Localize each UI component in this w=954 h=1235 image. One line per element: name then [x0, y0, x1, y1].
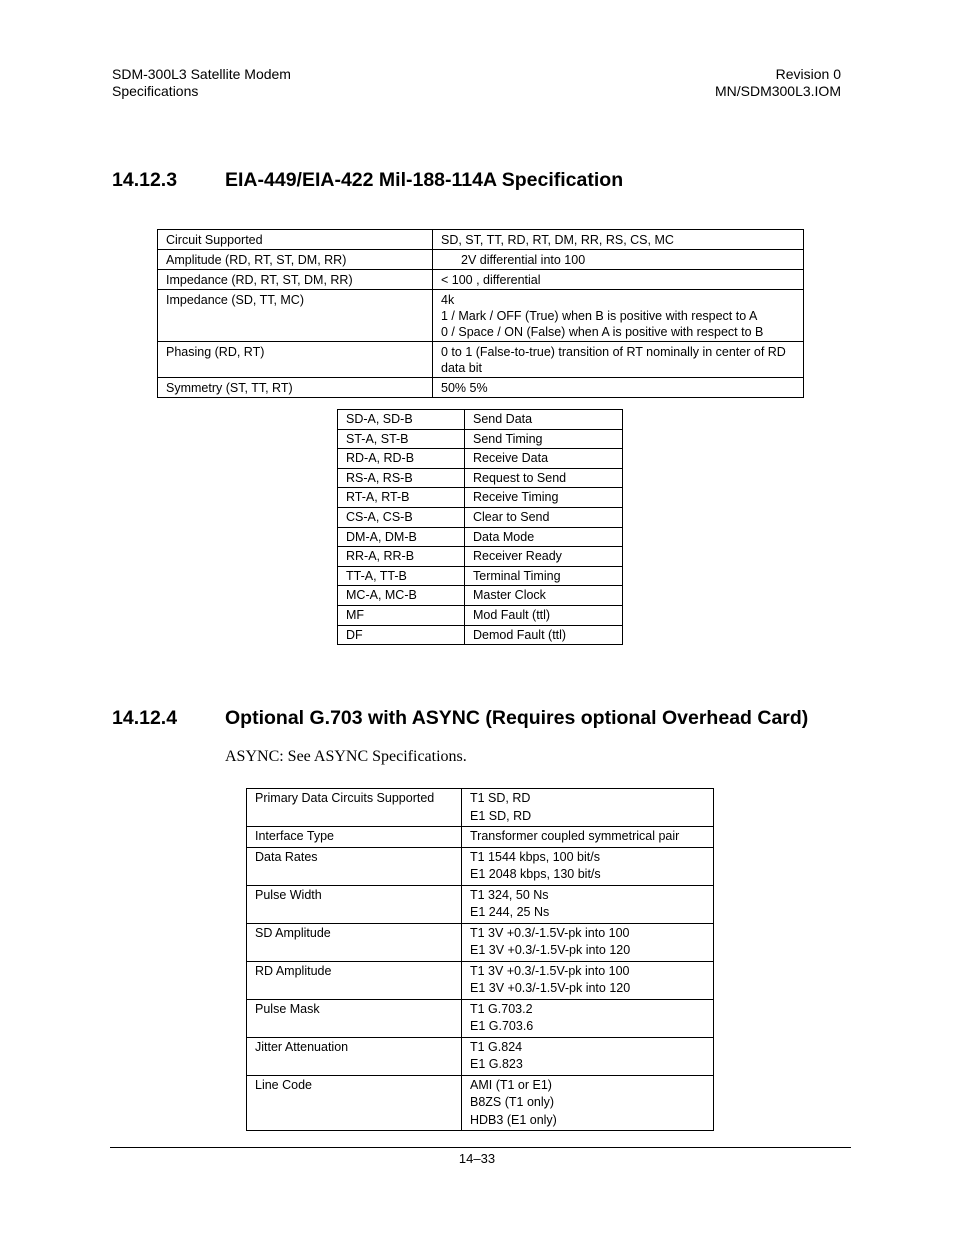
- spec-value-line: T1 G.703.2: [470, 1001, 533, 1016]
- spec-value: [433, 230, 804, 250]
- spec-value-line: 0 / Space / ON (False) when A is positive with respect to B: [441, 325, 764, 339]
- spec-label: Symmetry (ST, TT, RT): [158, 378, 433, 398]
- spec-value-line: E1 3V +0.3/-1.5V-pk into 120: [470, 943, 631, 957]
- spec-value-line: E1 2048 kbps, 130 bit/s: [470, 867, 601, 881]
- spec-value-line: E1 G.823: [470, 1057, 523, 1071]
- signal-name: Receive Timing: [465, 488, 623, 508]
- signal-pin: ST-A, ST-B: [338, 429, 465, 449]
- spec-label: Jitter Attenuation: [247, 1037, 462, 1075]
- spec-value: [462, 999, 714, 1037]
- document-section: Specifications: [112, 83, 199, 99]
- signal-name: Demod Fault (ttl): [465, 625, 623, 645]
- spec-value-line: 0 to 1 (False-to-true) transition of RT nominally in center of RD data bit: [441, 345, 786, 375]
- signal-row: [338, 625, 623, 645]
- spec-label: RD Amplitude: [247, 961, 462, 999]
- spec-value-line: HDB3 (E1 only): [470, 1112, 557, 1127]
- revision-label: Revision 0: [775, 66, 841, 82]
- g703-row: [247, 789, 714, 827]
- spec-value: [433, 270, 804, 290]
- spec-label: Circuit Supported: [158, 230, 433, 250]
- spec-row: [158, 270, 804, 290]
- g703-row: [247, 885, 714, 923]
- signal-name: Request to Send: [465, 468, 623, 488]
- signal-row: [338, 468, 623, 488]
- spec-value-line: T1 3V +0.3/-1.5V-pk into 100: [470, 963, 630, 978]
- spec-value: [462, 827, 714, 848]
- g703-row: [247, 1075, 714, 1131]
- section-number: 14.12.4: [112, 707, 178, 729]
- g703-row: [247, 827, 714, 848]
- section-title: Optional G.703 with ASYNC (Requires optional Overhead Card): [225, 707, 809, 729]
- spec-value-line: 4k: [441, 293, 455, 307]
- signal-name: Clear to Send: [465, 507, 623, 527]
- spec-value: [462, 1075, 714, 1131]
- spec-label: Line Code: [247, 1075, 462, 1131]
- spec-label: Impedance (RD, RT, ST, DM, RR): [158, 270, 433, 290]
- spec-value-line: T1 324, 50 Ns: [470, 887, 549, 902]
- page-header-left: [112, 66, 291, 100]
- signal-pin: TT-A, TT-B: [338, 566, 465, 586]
- signal-pin: RD-A, RD-B: [338, 449, 465, 469]
- spec-value: [462, 789, 714, 827]
- signal-row: [338, 507, 623, 527]
- spec-label: Pulse Width: [247, 885, 462, 923]
- spec-value: [462, 923, 714, 961]
- spec-value-line: E1 SD, RD: [470, 808, 532, 823]
- spec-value-line: T1 3V +0.3/-1.5V-pk into 100: [470, 925, 630, 940]
- signal-name: Send Timing: [465, 429, 623, 449]
- spec-value: [462, 961, 714, 999]
- spec-value-line: AMI (T1 or E1): [470, 1077, 552, 1092]
- spec-value-line: 2V differential into 100: [461, 253, 586, 267]
- spec-value-line: T1 SD, RD: [470, 791, 531, 805]
- g703-row: [247, 961, 714, 999]
- g703-spec-table: [246, 788, 714, 1131]
- signal-row: [338, 586, 623, 606]
- spec-value: [462, 847, 714, 885]
- signal-row: [338, 527, 623, 547]
- section-heading-14-12-4: [112, 707, 808, 730]
- signal-pin: CS-A, CS-B: [338, 507, 465, 527]
- spec-row: [158, 250, 804, 270]
- signal-pin: DF: [338, 625, 465, 645]
- spec-value-line: T1 1544 kbps, 100 bit/s: [470, 849, 600, 864]
- spec-value-line: E1 244, 25 Ns: [470, 905, 550, 919]
- eia449-spec-table: [157, 229, 804, 398]
- signal-name: Receiver Ready: [465, 547, 623, 567]
- signal-pin: RR-A, RR-B: [338, 547, 465, 567]
- signal-row: [338, 547, 623, 567]
- signal-row: [338, 429, 623, 449]
- g703-row: [247, 1037, 714, 1075]
- spec-label: Primary Data Circuits Supported: [247, 789, 462, 827]
- spec-label: Data Rates: [247, 847, 462, 885]
- spec-label: Impedance (SD, TT, MC): [158, 290, 433, 342]
- spec-value-line: E1 G.703.6: [470, 1019, 534, 1033]
- section-number: 14.12.3: [112, 169, 178, 191]
- footer-divider: [110, 1147, 851, 1148]
- signal-row: [338, 605, 623, 625]
- g703-row: [247, 999, 714, 1037]
- spec-label: Pulse Mask: [247, 999, 462, 1037]
- signal-row: [338, 566, 623, 586]
- signal-pin: MC-A, MC-B: [338, 586, 465, 606]
- signal-name: Mod Fault (ttl): [465, 605, 623, 625]
- signal-pin: RT-A, RT-B: [338, 488, 465, 508]
- signal-name: Data Mode: [465, 527, 623, 547]
- async-note: ASYNC: See ASYNC Specifications.: [225, 748, 467, 765]
- spec-value: [462, 885, 714, 923]
- spec-label: Interface Type: [247, 827, 462, 848]
- document-id: MN/SDM300L3.IOM: [714, 83, 841, 99]
- spec-value-line: < 100 , differential: [441, 273, 541, 287]
- signal-name: Master Clock: [465, 586, 623, 606]
- spec-row: [158, 290, 804, 342]
- spec-value-line: 50% 5%: [441, 381, 488, 395]
- page-header-right: [715, 66, 841, 100]
- signal-row: [338, 488, 623, 508]
- spec-value: [433, 342, 804, 378]
- spec-value-line: Transformer coupled symmetrical pair: [470, 829, 680, 843]
- spec-row: [158, 342, 804, 378]
- section-heading-14-12-3: [112, 169, 623, 192]
- spec-row: [158, 230, 804, 250]
- signal-row: [338, 410, 623, 430]
- signal-pin: SD-A, SD-B: [338, 410, 465, 430]
- signal-name: Receive Data: [465, 449, 623, 469]
- signal-name: Terminal Timing: [465, 566, 623, 586]
- spec-value: [433, 250, 804, 270]
- spec-value-line: T1 G.824: [470, 1039, 523, 1054]
- spec-value-line: 1 / Mark / OFF (True) when B is positive with respect to A: [441, 309, 758, 323]
- spec-label: Amplitude (RD, RT, ST, DM, RR): [158, 250, 433, 270]
- spec-value: [433, 290, 804, 342]
- section-title: EIA-449/EIA-422 Mil-188-114A Specification: [225, 169, 624, 191]
- document-title: SDM-300L3 Satellite Modem: [112, 66, 291, 82]
- signal-pin: DM-A, DM-B: [338, 527, 465, 547]
- signal-pin-table: [337, 409, 623, 645]
- spec-value: [433, 378, 804, 398]
- signal-row: [338, 449, 623, 469]
- page-number: 14–33: [458, 1151, 496, 1166]
- signal-name: Send Data: [465, 410, 623, 430]
- spec-value-line: SD, ST, TT, RD, RT, DM, RR, RS, CS, MC: [441, 233, 674, 247]
- g703-row: [247, 923, 714, 961]
- spec-row: [158, 378, 804, 398]
- spec-value: [462, 1037, 714, 1075]
- spec-label: Phasing (RD, RT): [158, 342, 433, 378]
- spec-value-line: E1 3V +0.3/-1.5V-pk into 120: [470, 981, 631, 995]
- signal-pin: MF: [338, 605, 465, 625]
- spec-label: SD Amplitude: [247, 923, 462, 961]
- signal-pin: RS-A, RS-B: [338, 468, 465, 488]
- spec-value-line: B8ZS (T1 only): [470, 1095, 555, 1109]
- g703-row: [247, 847, 714, 885]
